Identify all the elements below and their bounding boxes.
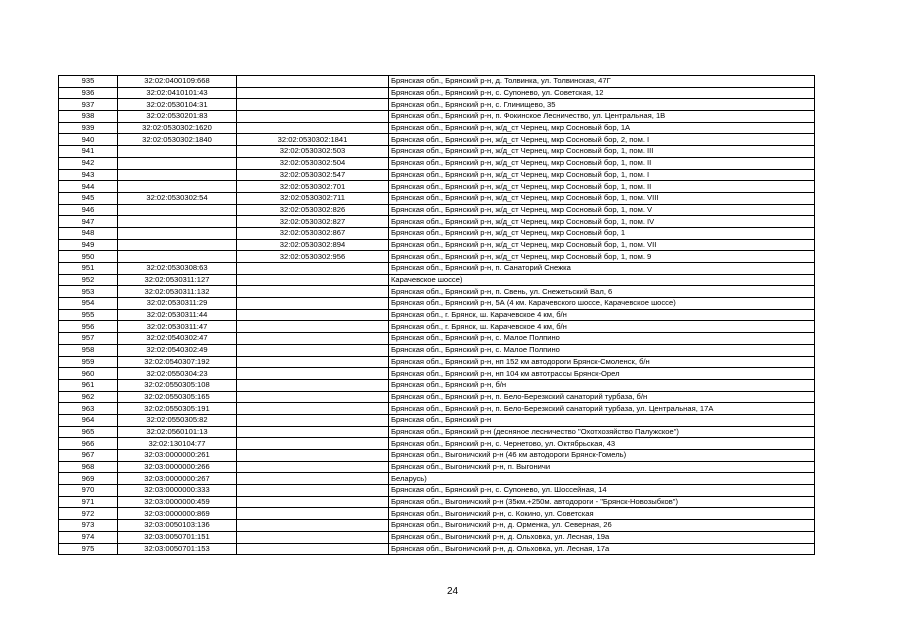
row-number-cell: 959 <box>59 356 118 368</box>
sub-cadastral-number-cell <box>237 111 389 123</box>
address-cell: Брянская обл., Выгоничский р-н, д. Ольховка, ул. Лесная, 19а <box>389 531 815 543</box>
sub-cadastral-number-cell <box>237 414 389 426</box>
table-row <box>59 438 815 450</box>
table-row <box>59 450 815 462</box>
table-row <box>59 379 815 391</box>
sub-cadastral-number-cell <box>237 473 389 485</box>
row-number-cell: 961 <box>59 379 118 391</box>
property-register-table <box>58 75 815 555</box>
cadastral-number-cell <box>118 146 237 158</box>
cadastral-number-cell: 32:02:130104:77 <box>118 438 237 450</box>
cadastral-number-cell: 32:02:0550305:165 <box>118 391 237 403</box>
row-number-cell: 956 <box>59 321 118 333</box>
cadastral-number-cell: 32:02:0530311:47 <box>118 321 237 333</box>
cadastral-number-cell: 32:02:0530311:29 <box>118 298 237 310</box>
address-cell: Брянская обл., Брянский р-н, ж/д_ст Чернец, мкр Сосновый бор, 1, пом. VII <box>389 239 815 251</box>
sub-cadastral-number-cell <box>237 543 389 555</box>
sub-cadastral-number-cell <box>237 76 389 88</box>
sub-cadastral-number-cell: 32:02:0530302:701 <box>237 181 389 193</box>
cadastral-number-cell: 32:02:0550305:191 <box>118 403 237 415</box>
sub-cadastral-number-cell <box>237 333 389 345</box>
row-number-cell: 958 <box>59 344 118 356</box>
sub-cadastral-number-cell: 32:02:0530302:956 <box>237 251 389 263</box>
row-number-cell: 975 <box>59 543 118 555</box>
address-cell: Брянская обл., Брянский р-н, ж/д_ст Чернец, мкр Сосновый бор, 1, пом. III <box>389 146 815 158</box>
address-cell: Брянская обл., Брянский р-н, п. Свень, ул. Снежетьский Вал, 6 <box>389 286 815 298</box>
row-number-cell: 938 <box>59 111 118 123</box>
cadastral-number-cell: 32:02:0530311:127 <box>118 274 237 286</box>
sub-cadastral-number-cell <box>237 87 389 99</box>
table-row <box>59 333 815 345</box>
row-number-cell: 972 <box>59 508 118 520</box>
row-number-cell: 935 <box>59 76 118 88</box>
address-cell: Брянская обл., Выгоничский р-н, п. Выгоничи <box>389 461 815 473</box>
row-number-cell: 943 <box>59 169 118 181</box>
sub-cadastral-number-cell <box>237 274 389 286</box>
table-row <box>59 274 815 286</box>
address-cell: Брянская обл., Выгоничский р-н, д. Ольховка, ул. Лесная, 17а <box>389 543 815 555</box>
cadastral-number-cell: 32:02:0540307:192 <box>118 356 237 368</box>
row-number-cell: 951 <box>59 263 118 275</box>
cadastral-number-cell: 32:02:0530302:1840 <box>118 134 237 146</box>
table-row <box>59 298 815 310</box>
sub-cadastral-number-cell <box>237 496 389 508</box>
table-row <box>59 508 815 520</box>
row-number-cell: 971 <box>59 496 118 508</box>
sub-cadastral-number-cell <box>237 391 389 403</box>
table-row <box>59 344 815 356</box>
address-cell: Брянская обл., Выгоничский р-н, д. Орменка, ул. Северная, 26 <box>389 520 815 532</box>
address-cell: Брянская обл., Брянский р-н, с. Малое Полпино <box>389 344 815 356</box>
row-number-cell: 945 <box>59 192 118 204</box>
sub-cadastral-number-cell <box>237 309 389 321</box>
address-cell: Брянская обл., Брянский р-н, п. Бело-Березкский санаторий турбаза, б/н <box>389 391 815 403</box>
table-row <box>59 403 815 415</box>
row-number-cell: 942 <box>59 157 118 169</box>
address-cell: Брянская обл., Брянский р-н <box>389 414 815 426</box>
row-number-cell: 936 <box>59 87 118 99</box>
row-number-cell: 967 <box>59 450 118 462</box>
sub-cadastral-number-cell <box>237 122 389 134</box>
address-cell: Брянская обл., Брянский р-н, с. Супонево, ул. Советская, 12 <box>389 87 815 99</box>
cadastral-number-cell <box>118 169 237 181</box>
address-cell: Брянская обл., Брянский р-н, с. Чернетово, ул. Октябрьская, 43 <box>389 438 815 450</box>
cadastral-number-cell <box>118 251 237 263</box>
row-number-cell: 949 <box>59 239 118 251</box>
table-row <box>59 414 815 426</box>
row-number-cell: 941 <box>59 146 118 158</box>
table-row <box>59 216 815 228</box>
table-row <box>59 473 815 485</box>
row-number-cell: 950 <box>59 251 118 263</box>
cadastral-number-cell: 32:03:0000000:459 <box>118 496 237 508</box>
sub-cadastral-number-cell: 32:02:0530302:547 <box>237 169 389 181</box>
address-cell: Брянская обл., Выгоничский р-н, с. Кокино, ул. Советская <box>389 508 815 520</box>
address-cell: Брянская обл., Брянский р-н, с. Супонево, ул. Шоссейная, 14 <box>389 485 815 497</box>
row-number-cell: 952 <box>59 274 118 286</box>
row-number-cell: 955 <box>59 309 118 321</box>
cadastral-number-cell: 32:03:0000000:261 <box>118 450 237 462</box>
address-cell: Брянская обл., Брянский р-н, 5А (4 км. Карачевского шоссе, Карачевское шоссе) <box>389 298 815 310</box>
table-row <box>59 157 815 169</box>
table-row <box>59 181 815 193</box>
table-row <box>59 461 815 473</box>
address-cell: Брянская обл., Брянский р-н, д. Толвинка, ул. Толвинская, 47Г <box>389 76 815 88</box>
cadastral-number-cell: 32:03:0000000:869 <box>118 508 237 520</box>
table-row <box>59 485 815 497</box>
cadastral-number-cell: 32:02:0530308:63 <box>118 263 237 275</box>
address-cell: Брянская обл., Брянский р-н, с. Глинищево, 35 <box>389 99 815 111</box>
address-cell: Брянская обл., Брянский р-н, ж/д_ст Чернец, мкр Сосновый бор, 2, пом. I <box>389 134 815 146</box>
address-cell: Брянская обл., Брянский р-н, п. Фокинское Лесничество, ул. Центральная, 1В <box>389 111 815 123</box>
cadastral-number-cell: 32:03:0050701:153 <box>118 543 237 555</box>
row-number-cell: 974 <box>59 531 118 543</box>
sub-cadastral-number-cell <box>237 379 389 391</box>
address-cell: Брянская обл., Брянский р-н, б/н <box>389 379 815 391</box>
sub-cadastral-number-cell: 32:02:0530302:711 <box>237 192 389 204</box>
sub-cadastral-number-cell <box>237 403 389 415</box>
cadastral-number-cell <box>118 239 237 251</box>
address-cell: Брянская обл., Выгоничский р-н (35км.+250м. автодороги - "Брянск-Новозыбков") <box>389 496 815 508</box>
sub-cadastral-number-cell <box>237 356 389 368</box>
cadastral-number-cell: 32:02:0400109:668 <box>118 76 237 88</box>
cadastral-number-cell: 32:02:0410101:43 <box>118 87 237 99</box>
row-number-cell: 948 <box>59 227 118 239</box>
address-cell: Брянская обл., Брянский р-н, ж/д_ст Чернец, мкр Сосновый бор, 1, пом. 9 <box>389 251 815 263</box>
cadastral-number-cell: 32:03:0050701:151 <box>118 531 237 543</box>
address-cell: Брянская обл., Брянский р-н, п. Санаторий Снежка <box>389 263 815 275</box>
row-number-cell: 957 <box>59 333 118 345</box>
address-cell: Брянская обл., Брянский р-н, ж/д_ст Чернец, мкр Сосновый бор, 1, пом. II <box>389 181 815 193</box>
cadastral-number-cell <box>118 157 237 169</box>
table-row <box>59 227 815 239</box>
row-number-cell: 960 <box>59 368 118 380</box>
address-cell: Брянская обл., Брянский р-н, п. Бело-Березкский санаторий турбаза, ул. Центральная, 17А <box>389 403 815 415</box>
row-number-cell: 964 <box>59 414 118 426</box>
page-number: 24 <box>446 586 459 597</box>
address-cell: Брянская обл., Выгоничский р-н (46 км автодороги Брянск-Гомель) <box>389 450 815 462</box>
table-row <box>59 192 815 204</box>
sub-cadastral-number-cell: 32:02:0530302:894 <box>237 239 389 251</box>
sub-cadastral-number-cell <box>237 344 389 356</box>
cadastral-number-cell: 32:03:0000000:333 <box>118 485 237 497</box>
cadastral-number-cell: 32:02:0530311:44 <box>118 309 237 321</box>
row-number-cell: 954 <box>59 298 118 310</box>
sub-cadastral-number-cell <box>237 298 389 310</box>
table-row <box>59 263 815 275</box>
table-row <box>59 496 815 508</box>
row-number-cell: 939 <box>59 122 118 134</box>
address-cell: Брянская обл., г. Брянск, ш. Карачевское 4 км, б/н <box>389 321 815 333</box>
cadastral-number-cell <box>118 181 237 193</box>
sub-cadastral-number-cell: 32:02:0530302:867 <box>237 227 389 239</box>
table-row <box>59 321 815 333</box>
table-row <box>59 531 815 543</box>
cadastral-number-cell: 32:02:0540302:49 <box>118 344 237 356</box>
address-cell: Беларусь) <box>389 473 815 485</box>
row-number-cell: 962 <box>59 391 118 403</box>
row-number-cell: 944 <box>59 181 118 193</box>
cadastral-number-cell: 32:02:0540302:47 <box>118 333 237 345</box>
address-cell: Брянская обл., Брянский р-н, ж/д_ст Чернец, мкр Сосновый бор, 1, пом. II <box>389 157 815 169</box>
address-cell: Брянская обл., Брянский р-н, нп 104 км автотрассы Брянск-Орел <box>389 368 815 380</box>
row-number-cell: 963 <box>59 403 118 415</box>
address-cell: Брянская обл., Брянский р-н, ж/д_ст Чернец, мкр Сосновый бор, 1, пом. V <box>389 204 815 216</box>
sub-cadastral-number-cell <box>237 520 389 532</box>
sub-cadastral-number-cell: 32:02:0530302:503 <box>237 146 389 158</box>
address-cell: Брянская обл., Брянский р-н, ж/д_ст Чернец, мкр Сосновый бор, 1 <box>389 227 815 239</box>
cadastral-number-cell: 32:03:0050103:136 <box>118 520 237 532</box>
row-number-cell: 947 <box>59 216 118 228</box>
table-row <box>59 251 815 263</box>
cadastral-number-cell: 32:02:0560101:13 <box>118 426 237 438</box>
sub-cadastral-number-cell: 32:02:0530302:826 <box>237 204 389 216</box>
register-rows <box>59 76 815 555</box>
sub-cadastral-number-cell <box>237 485 389 497</box>
cadastral-number-cell <box>118 216 237 228</box>
address-cell: Брянская обл., Брянский р-н, ж/д_ст Чернец, мкр Сосновый бор, 1, пом. I <box>389 169 815 181</box>
row-number-cell: 970 <box>59 485 118 497</box>
table-row <box>59 99 815 111</box>
address-cell: Брянская обл., Брянский р-н, ж/д_ст Чернец, мкр Сосновый бор, 1А <box>389 122 815 134</box>
table-row <box>59 368 815 380</box>
table-row <box>59 520 815 532</box>
table-row <box>59 122 815 134</box>
table-row <box>59 543 815 555</box>
row-number-cell: 968 <box>59 461 118 473</box>
cadastral-number-cell: 32:02:0530311:132 <box>118 286 237 298</box>
sub-cadastral-number-cell: 32:02:0530302:827 <box>237 216 389 228</box>
sub-cadastral-number-cell <box>237 99 389 111</box>
sub-cadastral-number-cell: 32:02:0530302:504 <box>237 157 389 169</box>
cadastral-number-cell: 32:02:0550305:108 <box>118 379 237 391</box>
sub-cadastral-number-cell: 32:02:0530302:1841 <box>237 134 389 146</box>
cadastral-number-cell: 32:03:0000000:266 <box>118 461 237 473</box>
row-number-cell: 940 <box>59 134 118 146</box>
cadastral-number-cell: 32:02:0530302:54 <box>118 192 237 204</box>
table-row <box>59 146 815 158</box>
cadastral-number-cell: 32:03:0000000:267 <box>118 473 237 485</box>
address-cell: Карачевское шоссе) <box>389 274 815 286</box>
table-row <box>59 204 815 216</box>
row-number-cell: 973 <box>59 520 118 532</box>
table-row <box>59 111 815 123</box>
cadastral-number-cell: 32:02:0530302:1620 <box>118 122 237 134</box>
cadastral-number-cell: 32:02:0550304:23 <box>118 368 237 380</box>
table-row <box>59 309 815 321</box>
sub-cadastral-number-cell <box>237 450 389 462</box>
address-cell: Брянская обл., Брянский р-н, с. Малое Полпино <box>389 333 815 345</box>
address-cell: Брянская обл., Брянский р-н (десняное лесничество "Охотхозяйство Палужское") <box>389 426 815 438</box>
sub-cadastral-number-cell <box>237 368 389 380</box>
cadastral-number-cell: 32:02:0530104:31 <box>118 99 237 111</box>
cadastral-number-cell <box>118 227 237 239</box>
row-number-cell: 946 <box>59 204 118 216</box>
cadastral-number-cell: 32:02:0550305:82 <box>118 414 237 426</box>
table-row <box>59 87 815 99</box>
table-row <box>59 239 815 251</box>
address-cell: Брянская обл., Брянский р-н, нп 152 км автодороги Брянск-Смоленск, б/н <box>389 356 815 368</box>
table-row <box>59 286 815 298</box>
row-number-cell: 965 <box>59 426 118 438</box>
sub-cadastral-number-cell <box>237 531 389 543</box>
row-number-cell: 969 <box>59 473 118 485</box>
table-row <box>59 426 815 438</box>
sub-cadastral-number-cell <box>237 263 389 275</box>
table-row <box>59 391 815 403</box>
sub-cadastral-number-cell <box>237 461 389 473</box>
sub-cadastral-number-cell <box>237 286 389 298</box>
sub-cadastral-number-cell <box>237 321 389 333</box>
cadastral-number-cell: 32:02:0530201:83 <box>118 111 237 123</box>
address-cell: Брянская обл., Брянский р-н, ж/д_ст Чернец, мкр Сосновый бор, 1, пом. IV <box>389 216 815 228</box>
row-number-cell: 966 <box>59 438 118 450</box>
address-cell: Брянская обл., Брянский р-н, ж/д_ст Чернец, мкр Сосновый бор, 1, пом. VIII <box>389 192 815 204</box>
table-row <box>59 76 815 88</box>
table-row <box>59 356 815 368</box>
address-cell: Брянская обл., г. Брянск, ш. Карачевское 4 км, б/н <box>389 309 815 321</box>
sub-cadastral-number-cell <box>237 438 389 450</box>
cadastral-number-cell <box>118 204 237 216</box>
table-row <box>59 169 815 181</box>
sub-cadastral-number-cell <box>237 508 389 520</box>
sub-cadastral-number-cell <box>237 426 389 438</box>
row-number-cell: 953 <box>59 286 118 298</box>
row-number-cell: 937 <box>59 99 118 111</box>
table-row <box>59 134 815 146</box>
